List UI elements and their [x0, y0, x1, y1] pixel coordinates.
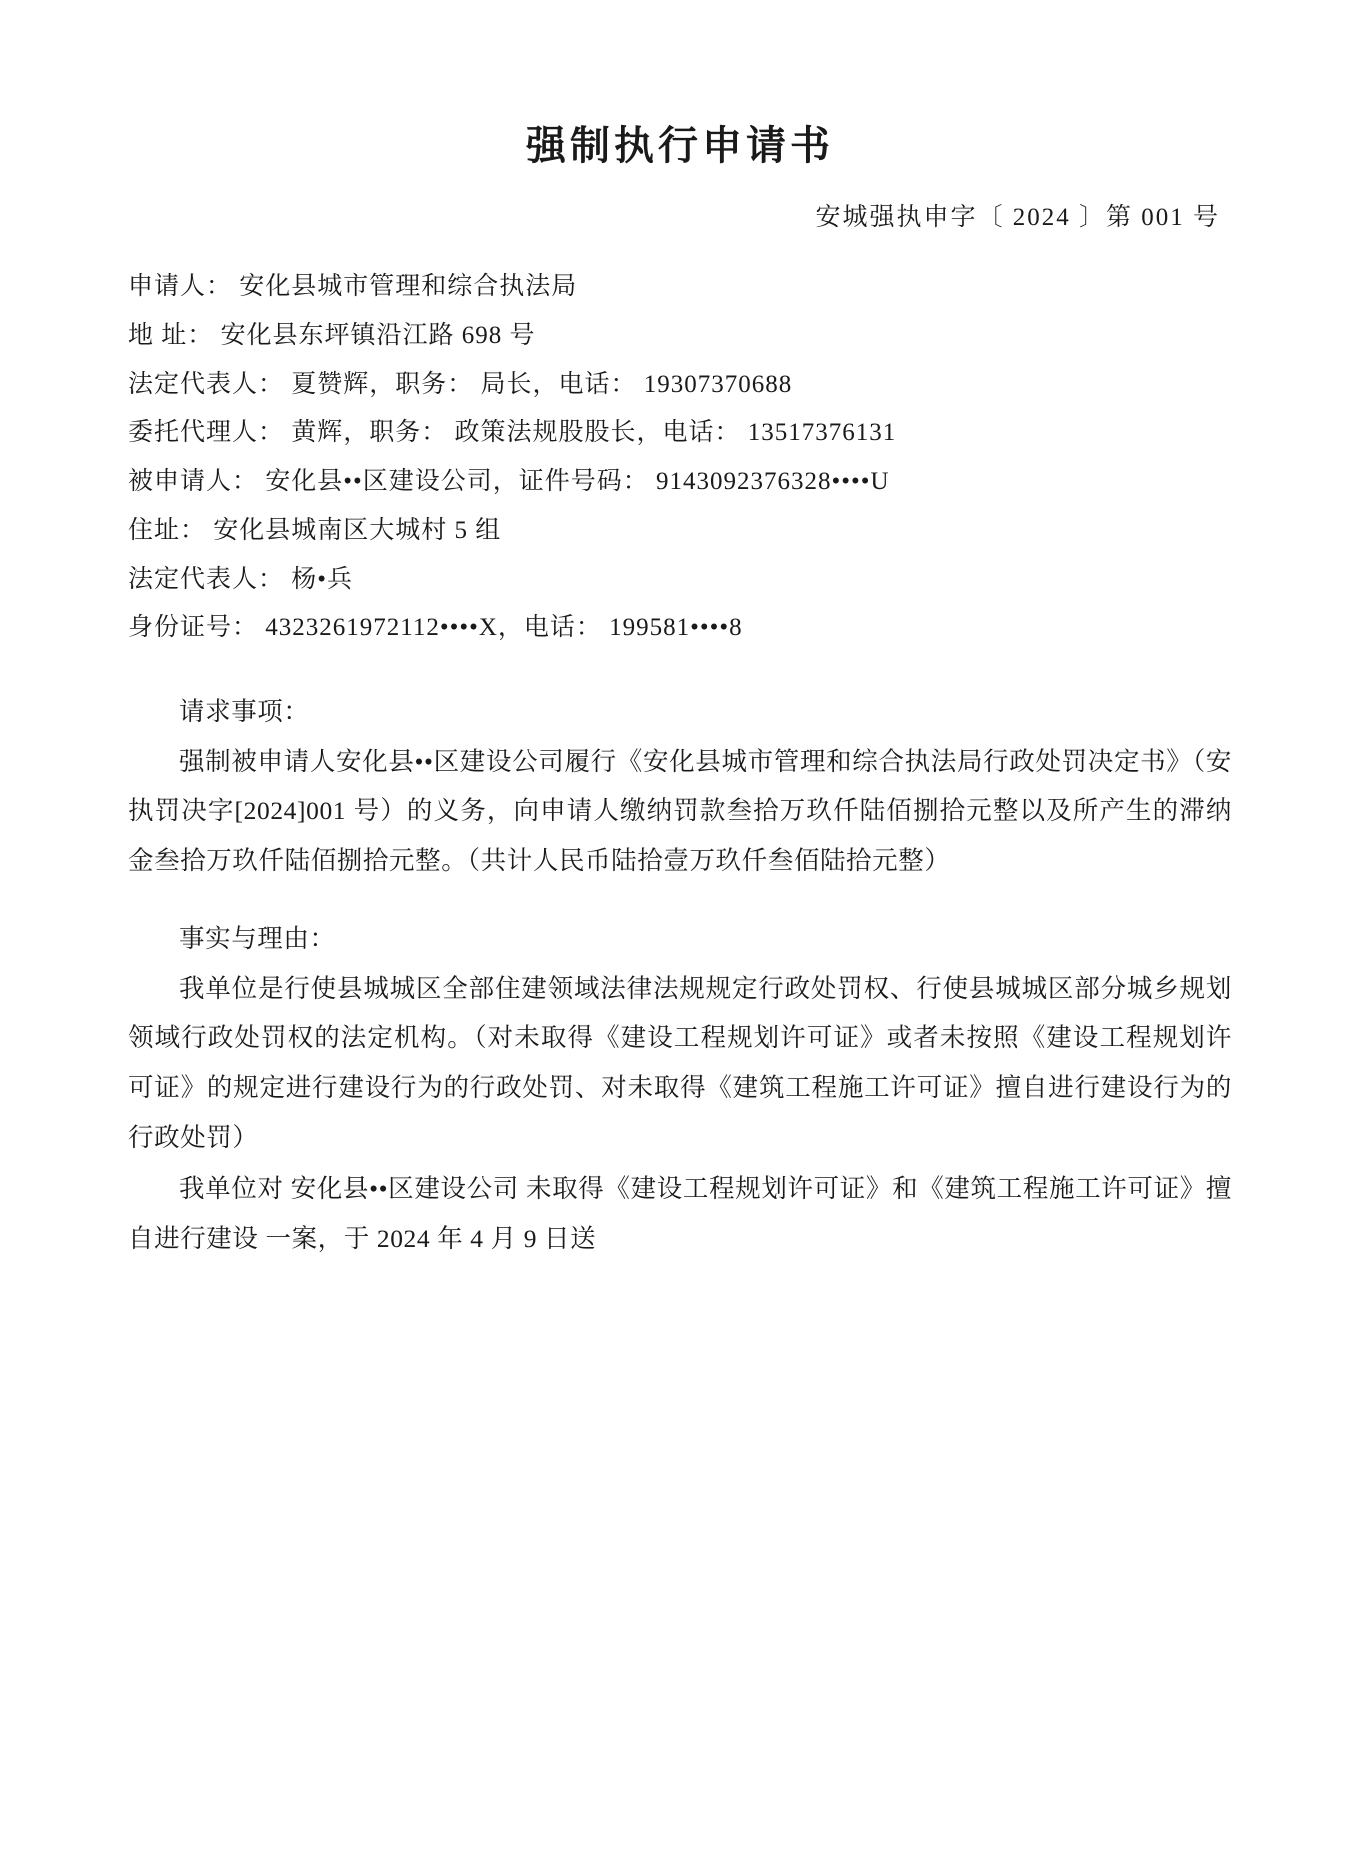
- page-title: 强制执行申请书: [526, 123, 834, 168]
- section-facts-paragraph-1: 我单位是行使县城城区全部住建领域法律法规规定行政处罚权、行使县城城区部分城乡规划领域行政处罚权的法定机构。（对未取得《建设工程规划许可证》或者未按照《建设工程规划许可证》的规定进行建设行为的行政处罚、对未取得《建筑工程施工许可证》擅自进行建设行为的行政处罚）: [128, 973, 1232, 1152]
- field-respondent: 被申请人： 安化县••区建设公司，证件号码： 9143092376328••••U: [128, 468, 890, 495]
- field-respondent-legal-representative: 法定代表人： 杨•兵: [128, 565, 354, 593]
- section-gap-2: [128, 888, 1232, 898]
- section-request-paragraph: 强制被申请人安化县••区建设公司履行《安化县城市管理和综合执法局行政处罚决定书》（安执罚决字[2024]001 号）的义务，向申请人缴纳罚款叁拾万玖仟陆佰捌拾元整以及所产生的滞纳金叁拾万玖仟陆佰捌拾元整。（共计人民币陆拾壹万玖仟叁佰陆拾元整）: [128, 746, 1232, 876]
- section-request-label: 请求事项：: [179, 697, 310, 726]
- section-facts-label: 事实与理由：: [179, 923, 336, 953]
- section-facts-paragraph-2: 我单位对 安化县••区建设公司 未取得《建设工程规划许可证》和《建筑工程施工许可证》擅自进行建设 一案，于 2024 年 4 月 9 日送: [128, 1174, 1232, 1254]
- section-gap: [128, 653, 1232, 671]
- field-legal-representative: 法定代表人： 夏赞辉，职务： 局长，电话： 19307370688: [128, 370, 793, 398]
- field-respondent-address: 住址： 安化县城南区大城村 5 组: [128, 516, 502, 544]
- document-number: 安城强执申字〔 2024 〕第 001 号: [815, 204, 1220, 231]
- section-facts: [128, 914, 1232, 1264]
- field-agent: 委托代理人： 黄辉，职务： 政策法规股股长，电话： 13517376131: [128, 419, 897, 447]
- field-id-number: 身份证号： 4323261972112••••X，电话： 199581••••8: [128, 614, 743, 642]
- field-address: 地 址： 安化县东坪镇沿江路 698 号: [128, 321, 536, 349]
- section-request: [128, 687, 1232, 886]
- field-applicant: 申请人： 安化县城市管理和综合执法局: [128, 273, 578, 300]
